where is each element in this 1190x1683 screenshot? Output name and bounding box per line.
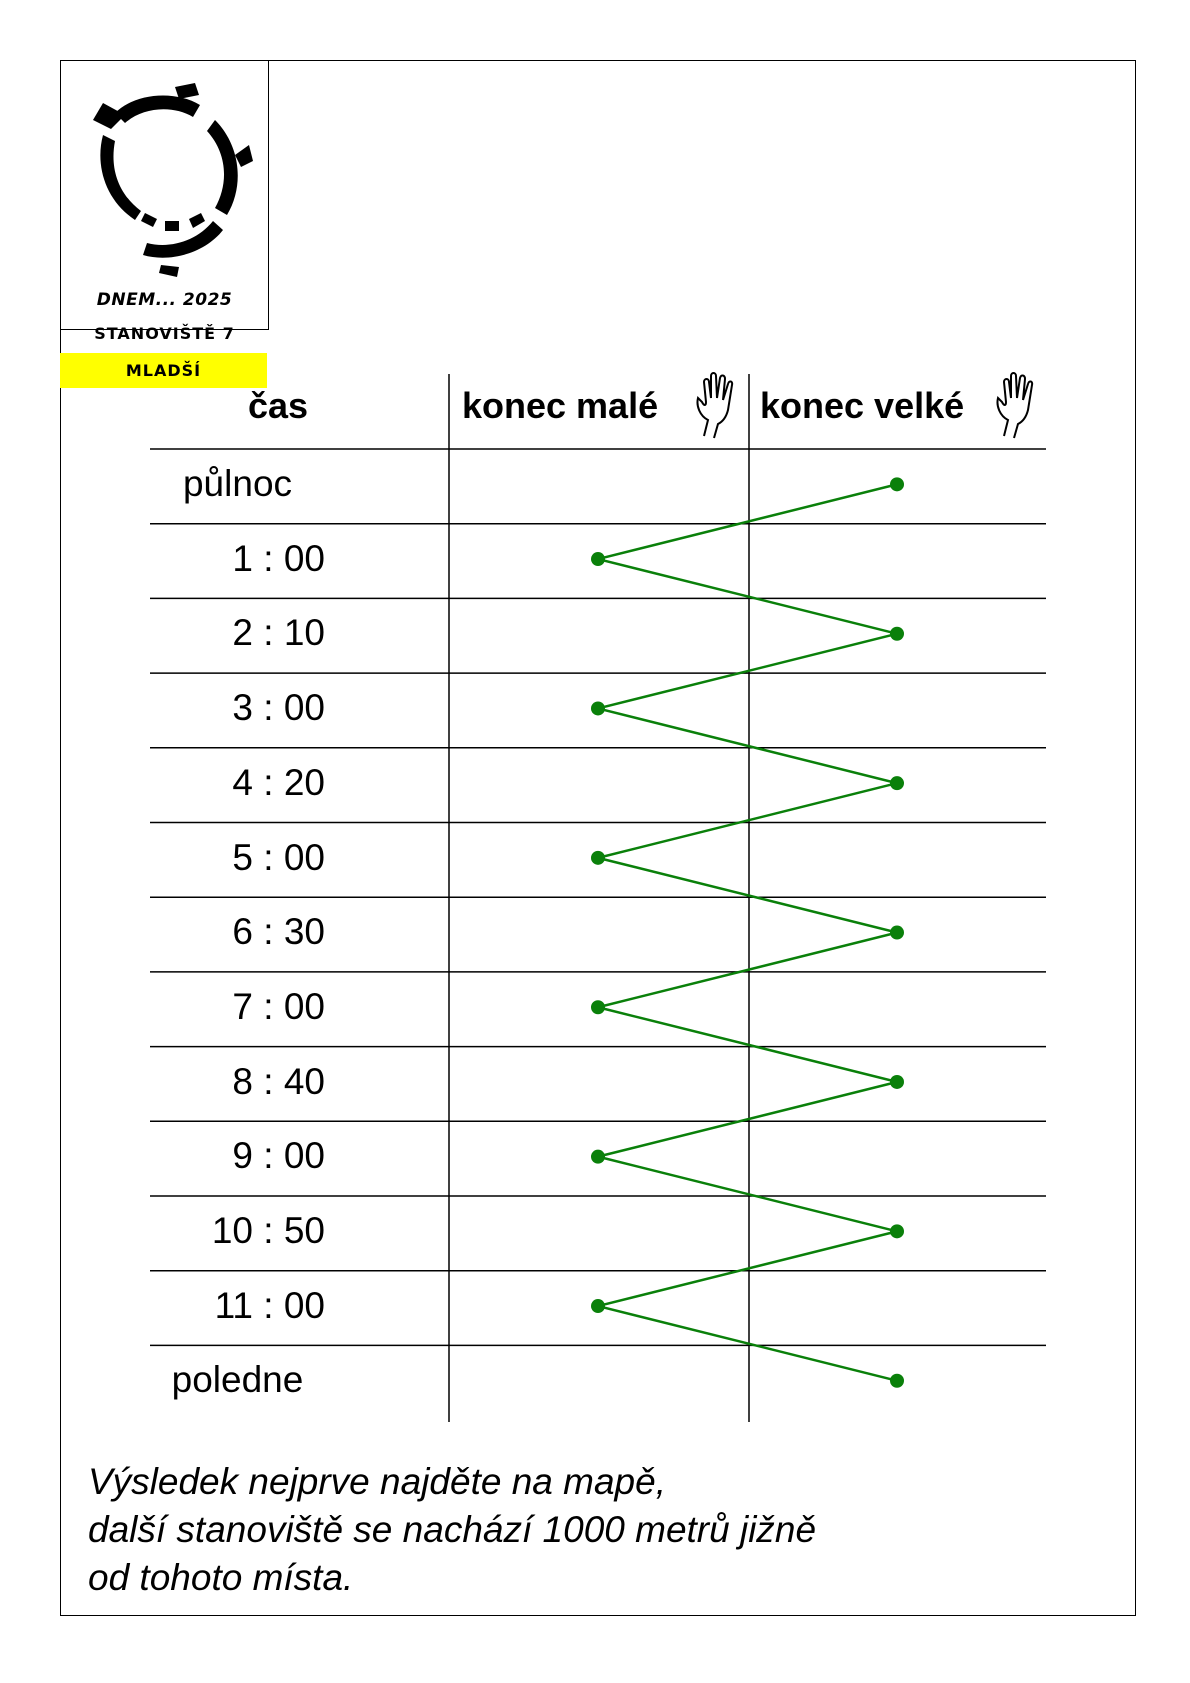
- time-label: 4 : 20: [232, 761, 325, 803]
- time-label: 6 : 30: [232, 911, 325, 953]
- time-label: 10 : 50: [211, 1210, 325, 1251]
- time-label: 7 : 00: [232, 985, 325, 1027]
- time-label: 9 : 00: [232, 1135, 325, 1177]
- header-small-hand: konec malé: [462, 385, 659, 426]
- time-label: 1 : 00: [232, 537, 325, 579]
- header-big-hand: konec velké: [760, 385, 965, 426]
- hand-position-dot: [591, 1150, 605, 1164]
- time-label: 2 : 10: [232, 612, 325, 654]
- hand-position-dot: [591, 1299, 605, 1313]
- time-label: 11 : 00: [214, 1284, 325, 1326]
- time-label: poledne: [171, 1359, 304, 1401]
- hand-position-dot: [591, 701, 605, 715]
- hand-path-line: [598, 484, 897, 1380]
- hand-position-dot: [890, 1075, 904, 1089]
- note-line-1: Výsledek nejprve najděte na mapě,: [88, 1461, 666, 1502]
- hand-position-dot: [890, 1224, 904, 1238]
- note-line-2: další stanoviště se nachází 1000 metrů jižně: [88, 1509, 817, 1550]
- hand-position-dot: [890, 1374, 904, 1388]
- hand-position-dot: [890, 926, 904, 940]
- time-label: 3 : 00: [232, 687, 325, 729]
- note-line-3: od tohoto místa.: [88, 1557, 354, 1598]
- hand-position-dot: [890, 627, 904, 641]
- header-time: čas: [248, 385, 309, 426]
- station-number: STANOVIŠTĚ 7: [94, 324, 235, 343]
- hand-position-dot: [591, 851, 605, 865]
- time-label: půlnoc: [182, 463, 293, 504]
- time-label: 8 : 40: [232, 1060, 325, 1102]
- category-label: MLADŠÍ: [60, 353, 267, 388]
- instruction-note: [88, 1458, 816, 1602]
- hand-position-dot: [890, 477, 904, 491]
- hand-position-dot: [591, 1000, 605, 1014]
- hand-position-dot: [890, 776, 904, 790]
- hand-position-dot: [591, 552, 605, 566]
- event-title: DNEM... 2025: [96, 290, 233, 310]
- time-label: 5 : 00: [232, 836, 325, 878]
